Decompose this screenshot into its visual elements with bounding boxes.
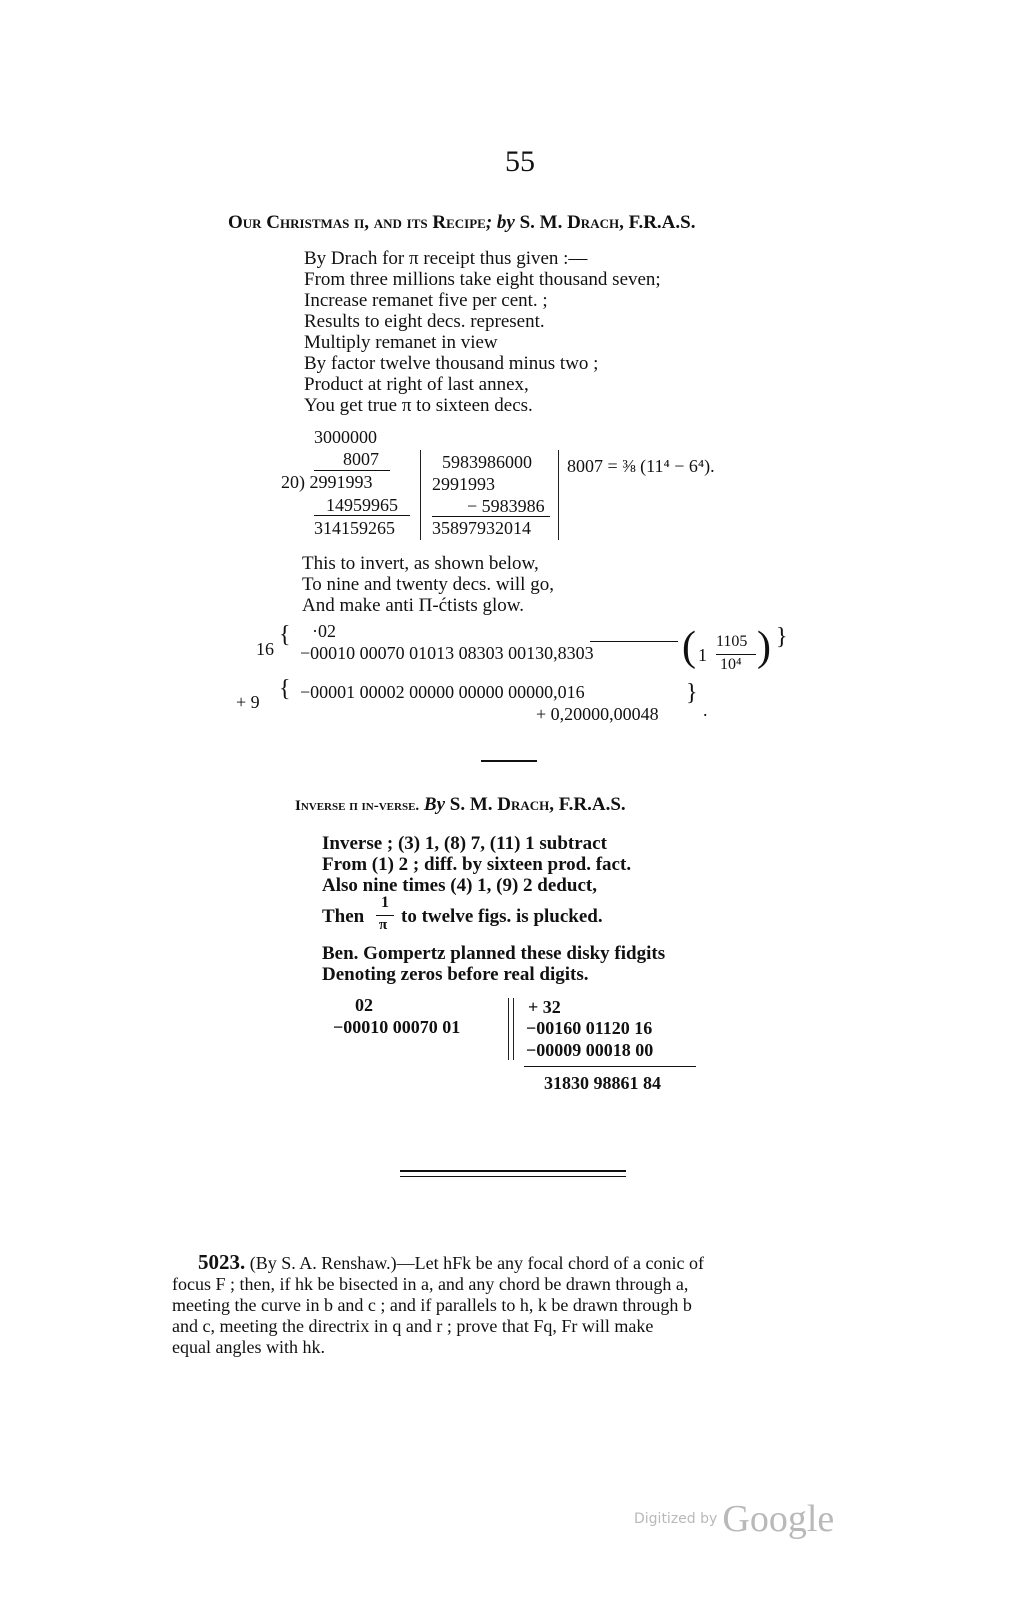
calc-divider	[558, 450, 559, 540]
problem-line: focus F ; then, if hk be bisected in a, and any chord be drawn through a,	[172, 1274, 689, 1294]
then-rest: to twelve figs. is plucked.	[401, 906, 603, 927]
row-multiplier: 16	[256, 639, 274, 659]
article-author: S. M. Drach, F.R.A.S.	[519, 212, 696, 233]
calc-formula: 8007 = ⅜ (11⁴ − 6⁴).	[567, 456, 715, 476]
digitized-watermark	[634, 1497, 834, 1541]
calc-divider	[513, 998, 514, 1060]
calc-value: + 32	[528, 997, 561, 1017]
watermark-prefix: Digitized by	[634, 1511, 718, 1527]
calc-value: 14959965	[326, 495, 398, 515]
article-title-by: ; by	[485, 212, 515, 233]
verse-line: Multiply remanet in view	[304, 332, 498, 353]
right-brace: }	[776, 624, 788, 650]
calc-underline	[524, 1066, 696, 1067]
calc-underline	[314, 515, 410, 516]
calc-value: 20) 2991993	[281, 472, 373, 492]
article-title-text: Our Christmas π, and its Recipe	[228, 212, 486, 233]
verse-line: Increase remanet five per cent. ;	[304, 290, 548, 311]
verse-line: This to invert, as shown below,	[302, 553, 539, 574]
verse-line: And make anti Π-ćtists glow.	[302, 595, 524, 616]
verse-line: To nine and twenty decs. will go,	[302, 574, 554, 595]
problem-number: 5023.	[198, 1250, 246, 1274]
section-separator	[481, 760, 537, 762]
fraction-bar	[716, 654, 756, 655]
verse-line: Ben. Gompertz planned these disky fidgits	[322, 943, 666, 964]
fraction-bar	[376, 915, 394, 916]
verse-line: From three millions take eight thousand seven;	[304, 269, 661, 290]
calc-result: 31830 98861 84	[544, 1073, 661, 1093]
verse-invert	[302, 553, 554, 616]
verse-line: From (1) 2 ; diff. by sixteen prod. fact.	[322, 854, 632, 875]
fraction-denominator: π	[379, 917, 388, 933]
article-author: S. M. Drach, F.R.A.S.	[449, 794, 626, 815]
row-value: −00001 00002 00000 00000 00000,016	[300, 682, 585, 702]
fraction-numerator: 1105	[716, 633, 748, 650]
verse-line: By factor twelve thousand minus two ;	[304, 353, 599, 374]
calc-value: −00010 00070 01	[333, 1017, 461, 1037]
row-value: ·02	[312, 621, 336, 641]
calc-value: −00009 00018 00	[526, 1040, 654, 1060]
watermark-brand: Google	[722, 1498, 835, 1540]
verse-line: You get true π to sixteen decs.	[304, 395, 533, 416]
verse-inverse	[322, 833, 631, 896]
calc-value: 3000000	[314, 427, 377, 447]
calc-value: 8007	[343, 449, 379, 469]
left-brace: {	[279, 622, 291, 648]
verse-line: Denoting zeros before real digits.	[322, 964, 589, 985]
calc-value: 2991993	[432, 474, 495, 494]
verse-gompertz	[322, 943, 665, 985]
then-label: Then	[322, 906, 365, 927]
fraction-numerator: 1	[381, 894, 389, 911]
problem-line: and c, meeting the directrix in q and r ; prove that Fq, Fr will make	[172, 1316, 654, 1336]
calc-divider	[420, 450, 421, 540]
row-value: + 0,20000,00048	[536, 704, 659, 724]
row-multiplier: + 9	[236, 692, 260, 712]
right-paren: )	[757, 624, 771, 670]
calc-value: 02	[355, 995, 373, 1015]
verse-line: Product at right of last annex,	[304, 374, 529, 395]
verse-line: Inverse ; (3) 1, (8) 7, (11) 1 subtract	[322, 833, 607, 854]
double-rule-bottom	[400, 1176, 626, 1177]
problem-text: (By S. A. Renshaw.)—Let hFk be any focal chord of a conic of	[249, 1253, 704, 1273]
calc-value: 5983986000	[442, 452, 532, 472]
article-title-text: Inverse π in-verse.	[295, 798, 420, 814]
row-end-period: .	[703, 700, 708, 720]
page-number: 55	[505, 145, 535, 178]
problem-line	[172, 1252, 860, 1274]
calc-value: − 5983986	[467, 496, 545, 516]
article-title-inverse-pi	[295, 794, 626, 816]
right-brace: }	[686, 680, 698, 706]
calc-divider	[508, 998, 509, 1060]
calc-value: 314159265	[314, 518, 395, 538]
problem-line: equal angles with hk.	[172, 1337, 325, 1357]
left-paren: (	[682, 624, 696, 670]
calc-underline	[314, 470, 390, 471]
article-title-christmas-pi	[228, 212, 695, 234]
double-rule-top	[400, 1170, 626, 1172]
left-brace: {	[279, 676, 291, 702]
verse-line: Also nine times (4) 1, (9) 2 deduct,	[322, 875, 597, 896]
verse-line: Results to eight decs. represent.	[304, 311, 545, 332]
overline	[590, 641, 678, 642]
calc-underline	[432, 516, 550, 517]
problem-line: meeting the curve in b and c ; and if parallels to h, k be drawn through b	[172, 1295, 692, 1315]
row-value: −00010 00070 01013 08303 00130,8303	[300, 643, 594, 663]
calc-value: −00160 01120 16	[526, 1018, 653, 1038]
fraction-denominator: 10⁴	[720, 656, 742, 673]
problem-5023	[172, 1252, 860, 1358]
paren-one: 1	[698, 645, 707, 665]
verse-recipe	[304, 248, 661, 416]
calc-value: 35897932014	[432, 518, 531, 538]
verse-line: By Drach for π receipt thus given :—	[304, 248, 588, 269]
article-title-by: By	[423, 794, 446, 815]
